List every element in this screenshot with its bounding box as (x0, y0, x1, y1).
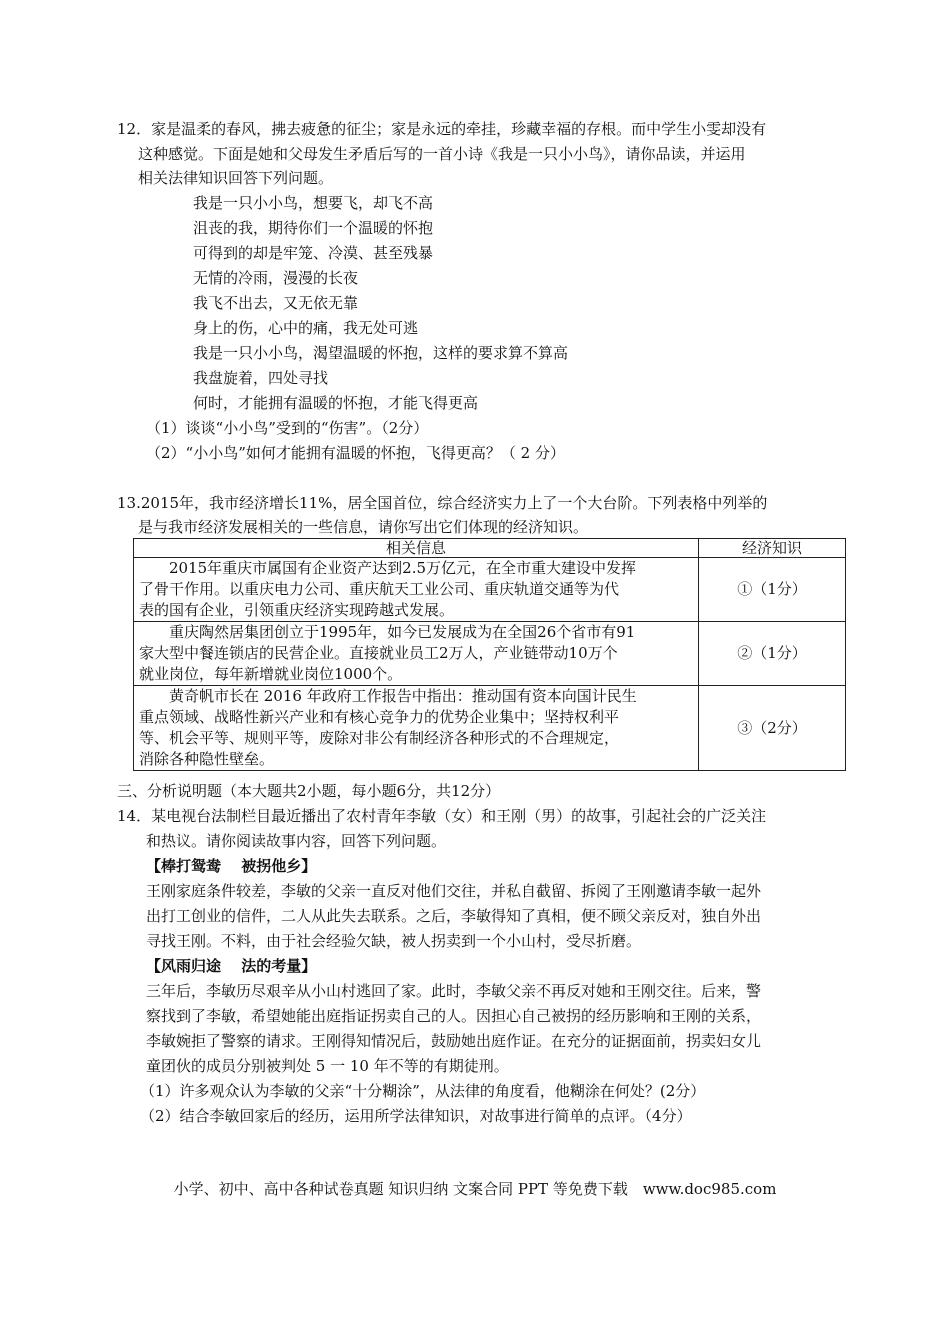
poem-line: 何时，才能拥有温暖的怀抱，才能飞得更高 (193, 394, 479, 412)
story-paragraph-line: 察找到了李敏，希望她能出庭指证拐卖自己的人。因担心自己被拐的经历影响和王刚的关系， (146, 1007, 762, 1025)
answer-blank-1: ①（1分） (699, 558, 846, 622)
section-3-heading: 三、分析说明题（本大题共2小题，每小题6分，共12分） (117, 782, 501, 800)
poem-line: 我是一只小小鸟，想要飞，却飞不高 (193, 194, 434, 212)
poem-line: 可得到的却是牢笼、冷漠、甚至残暴 (193, 244, 434, 262)
story-heading-2: 【风雨归途 法的考量】 (146, 957, 317, 975)
poem-line: 身上的伤，心中的痛，我无处可逃 (193, 319, 419, 337)
q12-sub-question-2: （2）“小小鸟”如何才能拥有温暖的怀抱，飞得更高？（ 2 分） (146, 444, 565, 462)
q12-sub-question-1: （1）谈谈“小小鸟”受到的“伤害”。（2分） (146, 419, 429, 437)
info-cell (134, 622, 699, 686)
poem-line: 我飞不出去，又无依无靠 (193, 294, 359, 312)
table-row (134, 558, 846, 622)
info-text-line: 家大型中餐连锁店的民营企业。直接就业员工2万人，产业链带动10万个 (139, 644, 618, 662)
q14-line-2: 和热议。请你阅读故事内容，回答下列问题。 (146, 832, 447, 850)
table-header-row (134, 539, 846, 558)
q12-line-3: 相关法律知识回答下列问题。 (138, 169, 334, 187)
info-text-line: 了骨干作用。以重庆电力公司、重庆航天工业公司、重庆轨道交通等为代 (139, 580, 620, 598)
poem-line: 我盘旋着，四处寻找 (193, 369, 329, 387)
info-text-line: 就业岗位，每年新增就业岗位1000个。 (139, 665, 403, 683)
table-row (134, 686, 846, 771)
story-paragraph-line: 出打工创业的信件，二人从此失去联系。之后，李敏得知了真相，便不顾父亲反对，独自外出 (146, 907, 762, 925)
q14-sub-question-1: （1）许多观众认为李敏的父亲“十分糊涂”，从法律的角度看，他糊涂在何处？(2分） (140, 1082, 706, 1100)
info-text-line: 消除各种隐性壁垒。 (139, 750, 275, 768)
info-cell (134, 686, 699, 771)
answer-blank-3: ③（2分） (699, 686, 846, 771)
info-text-line: 表的国有企业，引领重庆经济实现跨越式发展。 (139, 601, 455, 619)
info-text-line: 重庆陶然居集团创立于1995年，如今已发展成为在全国26个省市有91 (139, 623, 636, 641)
info-text-line: 等、机会平等、规则平等，废除对非公有制经济各种形式的不合理规定， (139, 729, 620, 747)
q12-line-2: 这种感觉。下面是她和父母发生矛盾后写的一首小诗《我是一只小小鸟》，请你品读，并运用 (138, 145, 746, 163)
info-text-line: 重点领域、战略性新兴产业和有核心竞争力的优势企业集中；坚持权利平 (139, 708, 620, 726)
header-related-info: 相关信息 (134, 539, 699, 558)
q14-sub-question-2: （2）结合李敏回家后的经历，运用所学法律知识，对故事进行简单的点评。（4分） (140, 1107, 692, 1125)
info-cell (134, 558, 699, 622)
q13-line-2: 是与我市经济发展相关的一些信息，请你写出它们体现的经济知识。 (138, 518, 589, 536)
story-paragraph-line: 李敏婉拒了警察的请求。王刚得知情况后，鼓励她出庭作证。在充分的证据面前，拐卖妇女儿 (146, 1032, 762, 1050)
q13-line-1: 13.2015年，我市经济增长11%，居全国首位，综合经济实力上了一个大台阶。下列表格中列举的 (117, 494, 768, 512)
info-text-line: 2015年重庆市属国有企业资产达到2.5万亿元，在全市重大建设中发挥 (139, 559, 637, 577)
footer-watermark-text: 小学、初中、高中各种试卷真题 知识归纳 文案合同 PPT 等免费下载 www.doc985.com (173, 1180, 777, 1198)
q14-line-1: 14．某电视台法制栏目最近播出了农村青年李敏（女）和王刚（男）的故事，引起社会的广泛关注 (117, 807, 767, 825)
poem-line: 沮丧的我，期待你们一个温暖的怀抱 (193, 219, 434, 237)
story-paragraph-line: 王刚家庭条件较差，李敏的父亲一直反对他们交往，并私自截留、拆阅了王刚邀请李敏一起外 (146, 882, 762, 900)
q12-line-1: 12．家是温柔的春风，拂去疲惫的征尘；家是永远的牵挂，珍藏幸福的存根。而中学生小雯却没有 (117, 120, 767, 138)
story-paragraph-line: 三年后，李敏历尽艰辛从小山村逃回了家。此时，李敏父亲不再反对她和王刚交往。后来，警 (146, 982, 762, 1000)
table-row (134, 622, 846, 686)
info-text-line: 黄奇帆市长在 2016 年政府工作报告中指出：推动国有资本向国计民生 (139, 687, 637, 705)
header-economic-knowledge: 经济知识 (699, 539, 846, 558)
poem-line: 无情的冷雨，漫漫的长夜 (193, 269, 359, 287)
story-paragraph-line: 寻找王刚。不料，由于社会经验欠缺，被人拐卖到一个小山村，受尽折磨。 (146, 932, 642, 950)
economic-info-table (133, 538, 846, 771)
story-heading-1: 【棒打鸳鸯 被拐他乡】 (146, 857, 317, 875)
poem-line: 我是一只小小鸟，渴望温暖的怀抱，这样的要求算不算高 (193, 344, 569, 362)
answer-blank-2: ②（1分） (699, 622, 846, 686)
story-paragraph-line: 童团伙的成员分别被判处 5 一 10 年不等的有期徒刑。 (146, 1057, 509, 1075)
